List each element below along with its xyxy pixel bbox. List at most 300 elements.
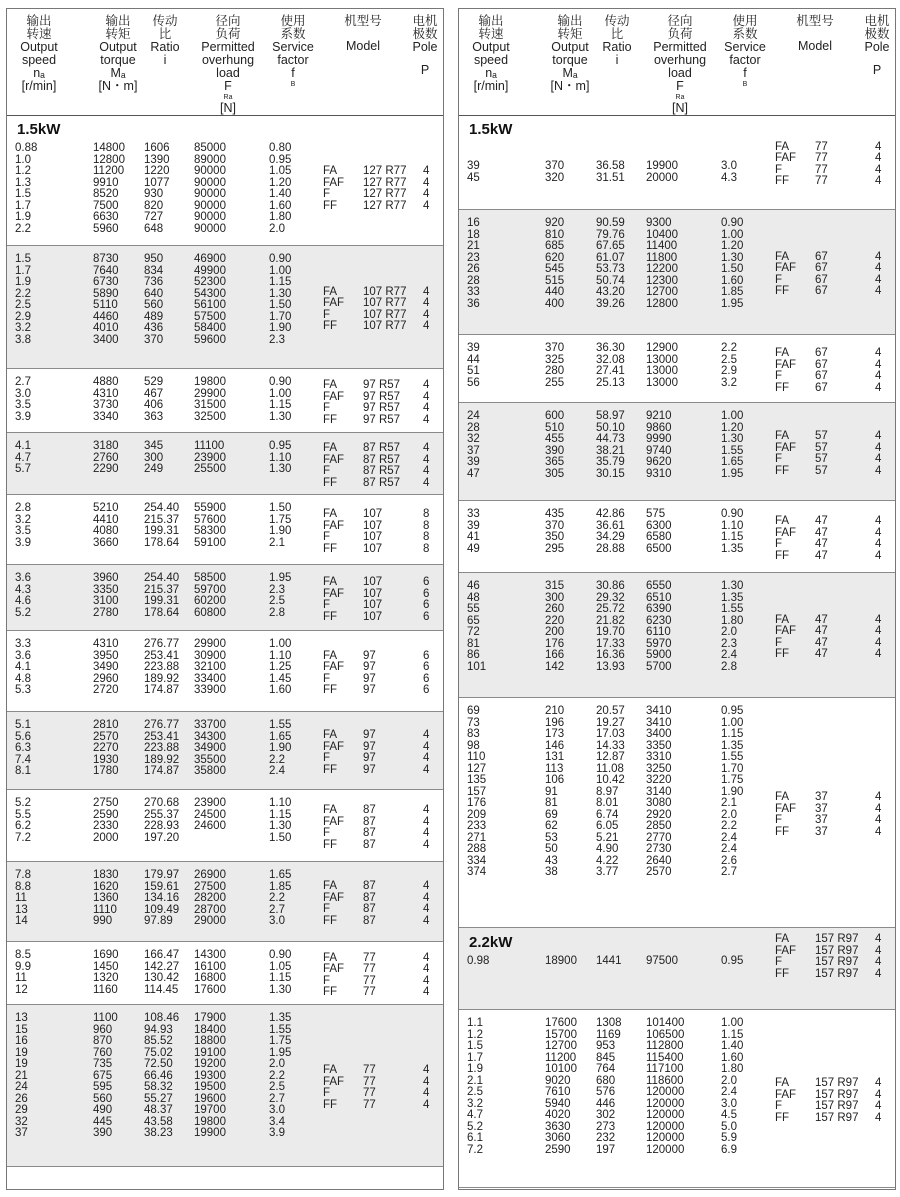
model-row	[7, 893, 443, 905]
cell-over: 25500	[194, 463, 226, 475]
cell-serv: 0.90	[269, 253, 292, 265]
cell-speed: 2.1	[467, 1074, 483, 1087]
spec-block	[7, 1005, 443, 1167]
model-type: FF	[775, 648, 790, 660]
cell-over: 9860	[646, 421, 672, 434]
cell-speed: 176	[467, 797, 487, 809]
cell-over: 12900	[646, 342, 678, 354]
cell-over: 12200	[646, 263, 678, 275]
model-size: 77	[363, 1087, 376, 1099]
cell-ratio: 42.86	[596, 508, 625, 520]
model-size: 77	[363, 974, 376, 987]
header-line: Service	[724, 40, 766, 54]
cell-torque: 2290	[93, 463, 119, 475]
model-size: 77	[815, 140, 828, 153]
cell-speed: 4.6	[15, 595, 31, 607]
model-size: 97 R57	[363, 402, 401, 414]
header-line: [N]	[672, 101, 688, 115]
header-line: 极数	[864, 27, 890, 41]
cell-serv: 1.90	[269, 322, 292, 334]
model-type: F	[323, 974, 331, 987]
cell-ratio: 159.61	[144, 880, 180, 893]
cell-ratio: 363	[144, 410, 164, 423]
model-pole: 4	[875, 549, 882, 562]
cell-ratio: 8.97	[596, 785, 619, 798]
cell-torque: 43	[545, 854, 558, 867]
cell-ratio: 43.58	[144, 1115, 173, 1128]
model-size: 87	[363, 891, 376, 904]
cell-torque: 1930	[93, 753, 119, 766]
table-row	[459, 230, 895, 242]
cell-serv: 3.0	[721, 1097, 737, 1110]
model-size: 47	[815, 538, 828, 550]
cell-serv: 3.0	[269, 915, 285, 927]
cell-speed: 8.1	[15, 765, 31, 777]
model-type: FA	[323, 804, 338, 816]
model-pole: 4	[423, 1075, 430, 1088]
model-size: 97	[363, 684, 376, 696]
cell-torque: 62	[545, 820, 558, 832]
cell-serv: 1.30	[269, 820, 292, 832]
cell-speed: 55	[467, 603, 480, 615]
cell-over: 17900	[194, 1012, 226, 1024]
model-row	[459, 454, 895, 466]
cell-over: 9310	[646, 467, 672, 480]
cell-torque: 9910	[93, 176, 119, 189]
cell-torque: 2750	[93, 797, 119, 809]
cell-speed: 127	[467, 762, 487, 775]
model-size: 127 R77	[363, 188, 407, 200]
model-pole: 6	[423, 684, 430, 696]
cell-torque: 595	[93, 1081, 113, 1093]
cell-torque: 920	[545, 217, 565, 229]
cell-over: 3250	[646, 762, 672, 775]
cell-speed: 5.6	[15, 730, 31, 743]
cell-over: 19900	[194, 1127, 226, 1139]
cell-serv: 0.95	[721, 705, 744, 717]
cell-over: 33400	[194, 672, 226, 685]
table-row	[459, 218, 895, 230]
model-pole: 4	[875, 140, 882, 153]
table-row	[459, 411, 895, 423]
model-row	[7, 960, 443, 976]
cell-serv: 1.75	[269, 1035, 292, 1047]
table-panel-right	[458, 8, 896, 1190]
model-type: FAF	[323, 519, 345, 532]
model-row	[7, 685, 443, 697]
cell-over: 19800	[194, 1115, 226, 1128]
model-type: FF	[323, 838, 338, 851]
spec-block	[7, 862, 443, 942]
header-line: nₐ	[485, 66, 497, 80]
cell-ratio: 174.87	[144, 684, 180, 696]
model-size: 77	[815, 163, 828, 176]
model-type: FF	[775, 381, 790, 394]
cell-torque: 4010	[93, 322, 119, 334]
cell-torque: 365	[545, 456, 565, 468]
cell-torque: 146	[545, 739, 565, 752]
cell-serv: 1.15	[269, 276, 292, 288]
model-pole: 8	[423, 519, 430, 532]
cell-over: 19600	[194, 1092, 226, 1105]
cell-speed: 5.2	[15, 797, 31, 809]
cell-serv: 3.0	[269, 1104, 285, 1116]
model-type: FAF	[775, 1088, 797, 1101]
header-service	[253, 15, 333, 89]
header-line: i	[163, 53, 167, 67]
cell-serv: 0.90	[269, 949, 292, 961]
cell-ratio: 13.93	[596, 660, 625, 673]
cell-speed: 36	[467, 297, 480, 310]
model-pole: 4	[423, 476, 430, 489]
cell-torque: 3950	[93, 649, 119, 662]
model-group	[7, 953, 443, 999]
cell-over: 115400	[646, 1051, 684, 1064]
model-size: 87	[363, 827, 376, 839]
cell-ratio: 345	[144, 440, 164, 452]
model-row	[459, 934, 895, 946]
model-pole: 8	[423, 542, 430, 555]
model-row	[459, 165, 895, 177]
cell-serv: 2.2	[269, 1069, 285, 1082]
cell-serv: 2.8	[269, 606, 285, 619]
table-row	[459, 718, 895, 730]
cell-speed: 1.1	[467, 1017, 483, 1029]
header-speed	[6, 15, 79, 93]
header-line	[385, 54, 444, 64]
cell-torque: 69	[545, 808, 558, 821]
cell-serv: 1.55	[269, 719, 292, 731]
cell-torque: 315	[545, 580, 565, 592]
model-row	[7, 662, 443, 674]
cell-serv: 2.1	[721, 797, 737, 809]
cell-serv: 4.5	[721, 1109, 737, 1121]
cell-speed: 3.2	[467, 1097, 483, 1110]
model-pole: 4	[423, 903, 430, 915]
cell-over: 2770	[646, 831, 672, 844]
model-size: 97	[363, 661, 376, 673]
model-row	[7, 765, 443, 777]
cell-speed: 26	[15, 1092, 28, 1105]
cell-over: 19100	[194, 1046, 226, 1059]
cell-torque: 675	[93, 1069, 113, 1082]
cell-speed: 2.2	[15, 222, 31, 235]
cell-serv: 0.80	[269, 142, 292, 154]
model-row	[7, 730, 443, 742]
cell-over: 20000	[646, 171, 678, 184]
cell-over: 29000	[194, 915, 226, 927]
model-type: FA	[775, 515, 790, 527]
model-size: 87 R57	[363, 476, 401, 489]
model-size: 67	[815, 250, 828, 263]
model-pole: 4	[423, 188, 430, 200]
cell-speed: 0.98	[467, 955, 490, 967]
model-row	[7, 189, 443, 201]
cell-ratio: 14.33	[596, 739, 625, 752]
model-size: 97	[363, 672, 376, 685]
cell-serv: 1.60	[721, 1051, 744, 1064]
cell-ratio: 370	[144, 333, 164, 346]
header-line: 径向	[667, 14, 693, 28]
cell-serv: 1.20	[721, 240, 744, 252]
cell-ratio: 1220	[144, 165, 170, 177]
table-row	[459, 1041, 895, 1053]
cell-torque: 8520	[93, 188, 119, 200]
model-row	[7, 1088, 443, 1100]
cell-ratio: 764	[596, 1063, 616, 1075]
model-type: FF	[323, 199, 338, 212]
cell-over: 3080	[646, 797, 672, 809]
model-pole: 4	[875, 1100, 882, 1112]
model-row	[7, 1077, 443, 1089]
cell-serv: 1.80	[721, 1063, 744, 1075]
cell-torque: 3660	[93, 536, 119, 549]
cell-serv: 2.7	[721, 866, 737, 878]
spec-block	[7, 246, 443, 369]
cell-torque: 18900	[545, 955, 577, 967]
model-pole: 4	[875, 825, 882, 838]
cell-over: 28200	[194, 892, 226, 904]
cell-serv: 2.2	[269, 753, 285, 766]
model-type: FAF	[323, 661, 345, 673]
cell-speed: 7.8	[15, 869, 31, 881]
cell-torque: 4880	[93, 376, 119, 388]
cell-speed: 72	[467, 626, 480, 638]
model-size: 47	[815, 613, 828, 626]
cell-speed: 3.3	[15, 638, 31, 650]
model-group	[7, 287, 443, 333]
model-type: FA	[775, 613, 790, 626]
cell-serv: 1.10	[269, 451, 292, 464]
cell-speed: 28	[467, 421, 480, 434]
model-pole: 4	[875, 956, 882, 968]
cell-speed: 3.5	[15, 399, 31, 411]
model-size: 87 R57	[363, 442, 401, 454]
cell-torque: 200	[545, 626, 565, 638]
model-size: 97 R57	[363, 379, 401, 391]
cell-torque: 12800	[93, 153, 125, 166]
cell-over: 2850	[646, 820, 672, 832]
model-type: FF	[323, 1098, 338, 1111]
cell-speed: 1.0	[15, 153, 31, 166]
cell-speed: 6.1	[467, 1132, 483, 1144]
model-pole: 4	[423, 442, 430, 454]
cell-ratio: 11.08	[596, 762, 624, 775]
cell-serv: 1.30	[721, 251, 744, 264]
model-row	[459, 1113, 895, 1125]
cell-over: 5700	[646, 660, 672, 673]
cell-speed: 1.9	[467, 1063, 483, 1075]
header-line: Permitted	[201, 40, 255, 54]
cell-serv: 1.80	[721, 614, 744, 627]
cell-torque: 735	[93, 1058, 113, 1070]
cell-torque: 10100	[545, 1063, 577, 1075]
cell-over: 24500	[194, 808, 226, 821]
cell-serv: 1.65	[721, 456, 744, 468]
cell-torque: 1780	[93, 765, 119, 777]
cell-ratio: 820	[144, 199, 164, 212]
cell-torque: 510	[545, 421, 565, 434]
model-size: 67	[815, 381, 828, 394]
model-size: 37	[815, 814, 828, 826]
cell-over: 54300	[194, 287, 226, 300]
model-group	[7, 881, 443, 927]
cell-ratio: 1390	[144, 153, 170, 166]
cell-ratio: 17.03	[596, 728, 625, 740]
header-line: f	[291, 66, 295, 80]
cell-speed: 19	[15, 1046, 28, 1059]
cell-ratio: 12.87	[596, 751, 625, 763]
cell-speed: 33	[467, 286, 480, 298]
model-pole: 4	[875, 802, 882, 815]
cell-serv: 2.0	[269, 1058, 285, 1070]
cell-speed: 2.9	[15, 310, 31, 323]
cell-over: 2640	[646, 854, 672, 867]
model-type: FA	[775, 791, 790, 803]
cell-over: 49900	[194, 264, 226, 277]
header-line: [N]	[220, 101, 236, 115]
model-size: 67	[815, 273, 828, 286]
cell-ratio: 302	[596, 1109, 616, 1121]
model-size: 127 R77	[363, 199, 407, 212]
cell-speed: 3.5	[15, 525, 31, 537]
model-type: FA	[775, 933, 790, 945]
model-pole: 4	[423, 402, 430, 414]
model-size: 37	[815, 802, 828, 815]
model-size: 77	[815, 152, 828, 164]
cell-ratio: 1606	[144, 142, 170, 154]
model-group	[7, 651, 443, 697]
cell-ratio: 4.90	[596, 843, 619, 855]
model-type: FF	[323, 610, 338, 623]
model-pole: 4	[423, 1087, 430, 1099]
cell-speed: 3.6	[15, 572, 31, 584]
model-size: 97	[363, 649, 376, 662]
cell-serv: 2.4	[721, 649, 737, 661]
cell-ratio: 727	[144, 211, 164, 223]
model-type: FA	[323, 880, 338, 892]
cell-ratio: 50.74	[596, 274, 625, 287]
cell-speed: 5.3	[15, 684, 31, 696]
cell-over: 118600	[646, 1074, 684, 1087]
cell-speed: 271	[467, 831, 487, 844]
cell-over: 56100	[194, 299, 226, 311]
model-pole: 4	[875, 1111, 882, 1124]
cell-serv: 2.2	[721, 342, 737, 354]
model-row	[7, 817, 443, 829]
model-row	[459, 431, 895, 443]
table-row	[459, 729, 895, 741]
header-line: Mₐ	[110, 66, 126, 80]
cell-over: 3350	[646, 739, 672, 752]
model-pole: 4	[423, 804, 430, 816]
cell-over: 3140	[646, 785, 672, 798]
model-pole: 6	[423, 587, 430, 600]
cell-over: 6390	[646, 603, 672, 615]
cell-over: 6110	[646, 626, 671, 638]
model-pole: 6	[423, 576, 430, 588]
model-type: FA	[775, 347, 790, 359]
cell-over: 19200	[194, 1058, 226, 1070]
cell-speed: 81	[467, 637, 480, 650]
header-service	[705, 15, 785, 89]
cell-serv: 1.50	[269, 831, 292, 844]
cell-over: 13000	[646, 376, 678, 389]
model-group	[7, 577, 443, 623]
model-size: 77	[363, 951, 376, 964]
cell-torque: 870	[93, 1035, 113, 1047]
model-type: FF	[775, 175, 790, 187]
cell-over: 90000	[194, 199, 226, 212]
cell-ratio: 276.77	[144, 719, 180, 731]
cell-torque: 2270	[93, 742, 119, 754]
cell-ratio: 8.01	[596, 797, 619, 809]
cell-torque: 173	[545, 728, 565, 740]
spec-block	[7, 790, 443, 862]
cell-ratio: 30.86	[596, 580, 625, 592]
header-line: 输出	[26, 14, 52, 28]
cell-serv: 1.55	[721, 603, 744, 615]
model-row	[459, 528, 895, 540]
cell-ratio: 270.68	[144, 797, 180, 809]
model-type: FA	[323, 951, 338, 964]
cell-serv: 1.30	[269, 463, 292, 475]
cell-over: 85000	[194, 142, 226, 154]
cell-over: 9740	[646, 444, 672, 457]
header-line: overhung	[653, 53, 707, 67]
model-type: F	[323, 827, 331, 839]
model-row	[7, 1065, 443, 1077]
cell-ratio: 55.27	[144, 1092, 173, 1105]
cell-serv: 1.50	[269, 299, 292, 311]
model-row	[459, 551, 895, 563]
cell-speed: 19	[15, 1058, 28, 1070]
cell-speed: 8.8	[15, 880, 31, 893]
model-pole: 4	[875, 441, 882, 454]
cell-over: 5970	[646, 637, 672, 650]
header-line: speed	[21, 53, 57, 67]
cell-speed: 4.1	[15, 440, 31, 452]
cell-torque: 300	[545, 591, 565, 604]
cell-serv: 2.5	[269, 1081, 285, 1093]
model-group	[459, 142, 895, 188]
cell-ratio: 6.74	[596, 808, 619, 821]
cell-serv: 1.50	[721, 263, 744, 275]
cell-ratio: 67.65	[596, 240, 625, 252]
model-row	[459, 1097, 895, 1113]
model-size: 87	[363, 903, 376, 915]
cell-over: 2570	[646, 866, 672, 878]
model-type: FA	[323, 508, 338, 520]
cell-serv: 2.4	[721, 831, 737, 844]
model-group	[7, 730, 443, 776]
cell-torque: 6630	[93, 211, 119, 223]
cell-over: 16100	[194, 960, 226, 973]
cell-serv: 1.00	[721, 1017, 744, 1029]
model-type: F	[323, 1087, 331, 1099]
cell-speed: 83	[467, 728, 480, 740]
model-pole: 4	[423, 199, 430, 212]
model-pole: 4	[423, 951, 430, 964]
cell-over: 6550	[646, 580, 672, 592]
cell-serv: 1.00	[269, 638, 292, 650]
table-row	[7, 335, 443, 347]
cell-serv: 2.7	[269, 903, 285, 916]
cell-torque: 91	[545, 785, 558, 798]
model-size: 47	[815, 526, 828, 539]
model-size: 107	[363, 519, 383, 532]
model-pole: 4	[875, 250, 882, 263]
